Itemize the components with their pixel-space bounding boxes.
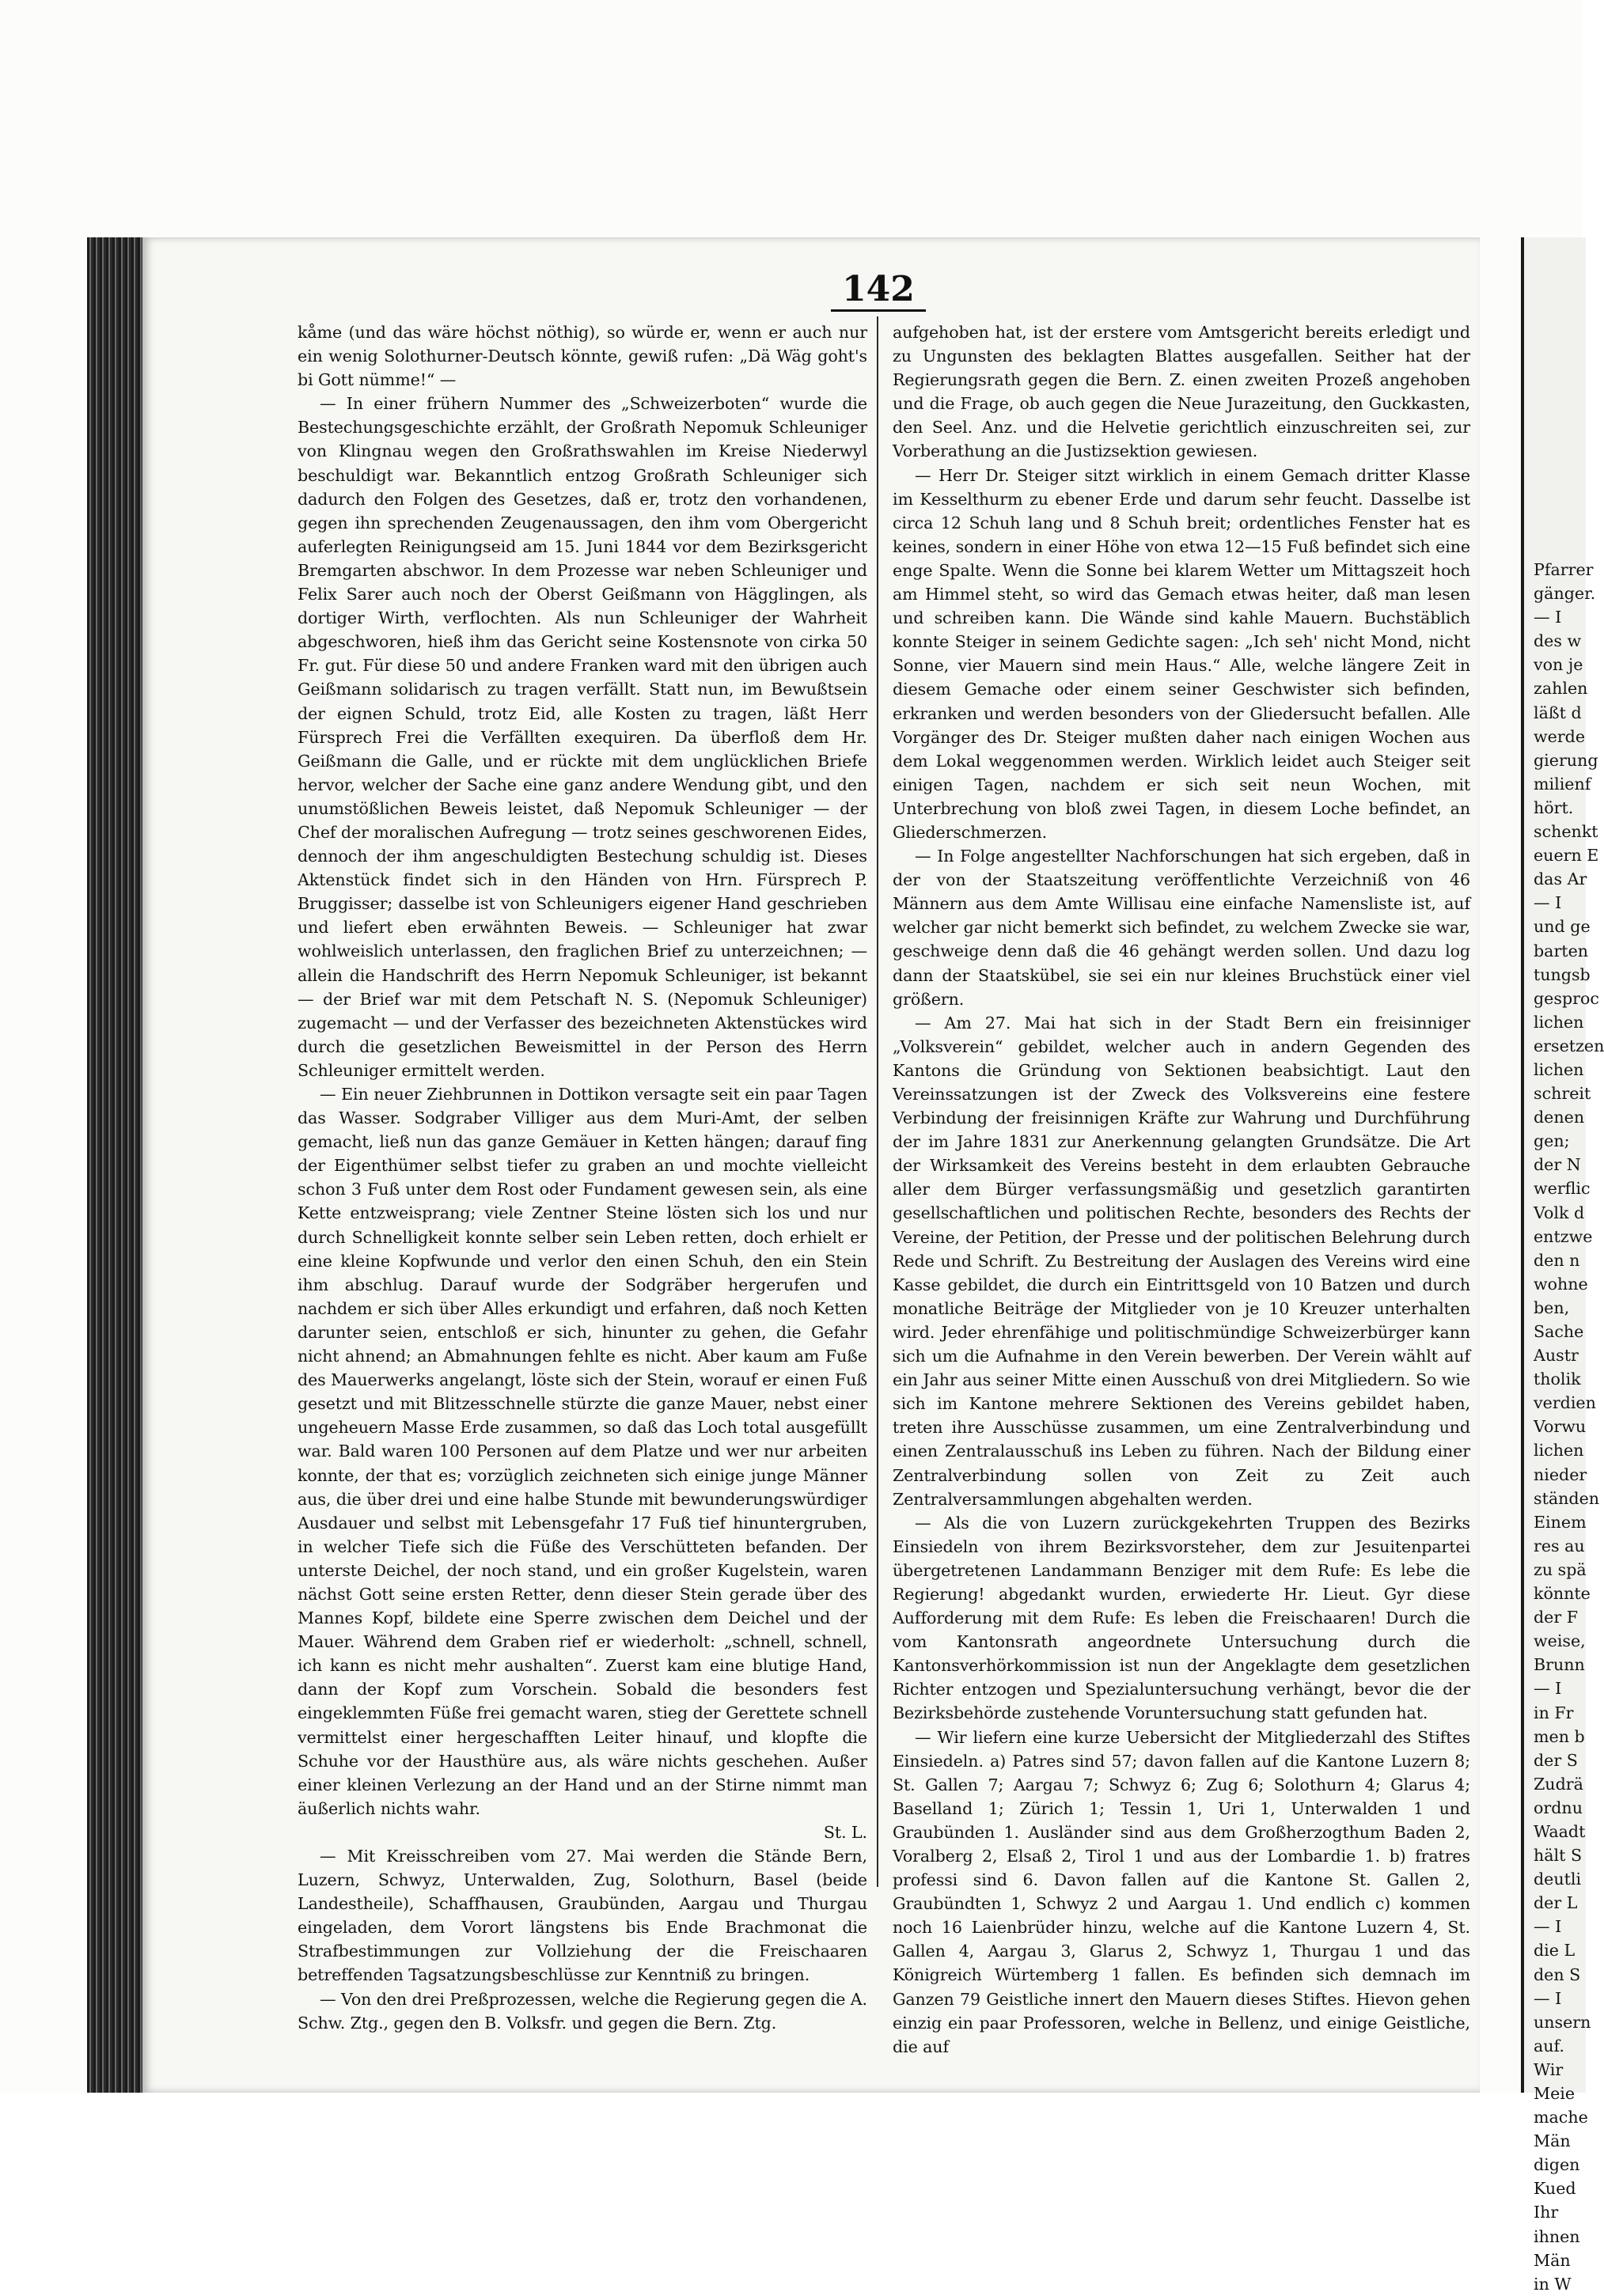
next-page-fragment: men b [1534, 1726, 1585, 1746]
middle-paragraph: — Herr Dr. Steiger sitzt wirklich in einem Gemach dritter Klasse im Kesselthurm zu ebener Erde und darum sehr feucht. Dasselbe ist circa 12 Schuh lang und 8 Schuh breit; ordentliches Fenster hat es keines, sondern in einer Höhe von etwa 12—15 Fuß befindet sich eine enge Spalte. Wenn die Sonne bei klarem Wetter um Mittagszeit hoch am Himmel steht, so wird das Gemach etwas heiter, daß man lesen und schreiben kann. Die Wände sind kahle Mauern. Buchstäblich konnte Steiger in seinem Gedichte sagen: „Ich seh' nicht Mond, nicht Sonne, vier Mauern sind mein Haus.“ Alle, welche längere Zeit in diesem Gemache oder einem seiner Geschwister sich befinden, erkranken und werden besonders von der Gliedersucht befallen. Alle Vorgänger des Dr. Steiger mußten daher nach einigen Wochen aus dem Lokal weggenommen werden. Wirklich leidet auch Steiger seit einigen Tagen, nachdem er sich seit neun Wochen, mit Unterbrechung von bloß zwei Tagen, in diesem Loche befindet, an Gliederschmerzen. [893, 465, 1470, 842]
next-page-fragment: Austr [1534, 1346, 1579, 1366]
next-page-fragment: gen; [1534, 1131, 1570, 1151]
next-page-fragment: ständen [1534, 1488, 1600, 1508]
next-page-fragment: entzwe [1534, 1226, 1593, 1246]
next-page-fragment: Waadt [1534, 1821, 1586, 1841]
next-page-fragment: Ihr [1534, 2203, 1559, 2222]
middle-paragraph: — Am 27. Mai hat sich in der Stadt Bern ein freisinniger „Volksverein“ gebildet, welcher auch in andern Gegenden des Kantons die Gründung von Sektionen beabsichtigt. Laut den Vereinssatzungen ist der Zweck des Volksvereins eine festere Verbindung der freisinnigen Kräfte zur Wahrung und Durchführung der im Jahre 1831 zur Anerkennung gelangten Grundsätze. Die Art der Wirksamkeit des Vereins besteht in dem erlaubten Gebrauche aller dem Bürger verfassungsmäßig und gesetzlich garantirten gesellschaftlichen und politischen Rechte, besonders des Rechts der Vereine, der Petition, der Presse und der politischen Belehrung durch Rede und Schrift. Zu Bestreitung der Auslagen des Vereins wird eine Kasse gebildet, die durch ein Eintrittsgeld von 10 Batzen und durch monatliche Beiträge der Mitglieder von je 10 Kreuzer unterhalten wird. Jeder ehrenfähige und politischmündige Schweizerbürger kann sich um die Aufnahme in den Verein bewerben. Der Verein wählt auf ein Jahr aus seiner Mitte einen Ausschuß von drei Mitgliedern. So wie sich im Kantone mehrere Sektionen des Vereins gebildet haben, treten ihre Ausschüsse zusammen, um eine Zentralverbindung und einen Zentralausschuß ins Leben zu führen. Nach der Bildung einer Zentralverbindung sollen von Zeit zu Zeit auch Zentralversammlungen abgehalten werden. [893, 1013, 1470, 1509]
next-page-fragment: euern E [1534, 846, 1599, 866]
book-edge-left [87, 237, 142, 2093]
next-page-fragment: Wir [1534, 2059, 1564, 2079]
next-page-fragment: der S [1534, 1750, 1578, 1770]
middle-paragraph: — In Folge angestellter Nachforschungen hat sich ergeben, daß in der von der Staatszeitung veröffentlichte Verzeichniß von 46 Männern aus dem Amte Willisau eine einfache Namensliste ist, auf welcher gar nicht bemerkt sich befindet, zu welchem Zwecke sie war, geschweige denn daß die 46 gehängt werden sollen. Und dazu log dann der Staatskübel, sie sei ein nur kleines Bruchstück einer viel größern. [893, 847, 1470, 1009]
next-page-fragment: in W [1534, 2274, 1572, 2294]
next-page-fragment: schreit [1534, 1084, 1591, 1104]
next-page-fragment: digen [1534, 2155, 1580, 2175]
next-page-fragment: auf. [1534, 2036, 1564, 2055]
next-page-fragment: — I [1534, 608, 1562, 627]
next-page-fragment: den S [1534, 1964, 1581, 1984]
next-page-fragment: läßt d [1534, 703, 1582, 722]
next-page-fragment: unsern [1534, 2012, 1591, 2032]
next-page-fragment: tungsb [1534, 964, 1591, 984]
left-paragraph: kåme (und das wäre höchst nöthig), so würde er, wenn er auch nur ein wenig Solothurner-Deutsch könnte, gewiß rufen: „Dä Wäg goht's bi Gott nümme!“ — [298, 323, 867, 390]
next-page-fragment: barten [1534, 941, 1589, 960]
next-page-fragment: der F [1534, 1608, 1579, 1627]
next-page-fragment: ihnen [1534, 2226, 1580, 2246]
next-page-fragment: Sache [1534, 1322, 1584, 1341]
next-page-fragment: weise, [1534, 1631, 1586, 1651]
next-page-fragment: von je [1534, 655, 1583, 675]
next-page-fragment: hält S [1534, 1846, 1583, 1866]
next-page-fragment: — I [1534, 1679, 1562, 1699]
next-page-fragment: gierung [1534, 750, 1598, 770]
next-page-fragment: lichen [1534, 1012, 1584, 1032]
left-paragraph: — Von den drei Preßprozessen, welche die Regierung gegen die A. Schw. Ztg., gegen den B. Volksfr. und gegen die Bern. Ztg. [298, 1989, 867, 2033]
next-page-fragment: das Ar [1534, 870, 1587, 889]
next-page-lines [1524, 558, 1604, 2296]
next-page-fragment: ordnu [1534, 1798, 1583, 1817]
column-divider [877, 316, 878, 1887]
next-page-fragment: werde [1534, 726, 1586, 746]
next-page-fragment: ben, [1534, 1298, 1570, 1317]
next-page-fragment: deutli [1534, 1870, 1582, 1889]
next-page-fragment: Män [1534, 2250, 1571, 2270]
next-page-fragment: — I [1534, 1988, 1562, 2008]
middle-column [893, 320, 1470, 2059]
next-page-fragment: könnte [1534, 1584, 1591, 1604]
left-paragraph: — In einer frühern Nummer des „Schweizerboten“ wurde die Bestechungsgeschichte erzählt, der Großrath Nepomuk Schleuniger von Klingnau wegen den Großrathswahlen im Kreise Niederwyl beschuldigt war. Bekanntlich entzog Großrath Schleuniger sich dadurch den Folgen des Gesetzes, daß er, trotz den vorhandenen, gegen ihn sprechenden Zeugenaussagen, den ihm vom Obergericht auferlegten Reinigungseid am 15. Juni 1844 vor dem Bezirksgericht Bremgarten abschwor. In dem Prozesse war neben Schleuniger und Felix Sarer auch noch der Oberst Geißmann von Hägglingen, als dortiger Wirth, verflochten. Als nun Schleuniger der Wahrheit abgeschworen, hieß ihm das Gericht seine Kostensnote von cirka 50 Fr. gut. Für diese 50 und andere Franken ward mit den übrigen auch Geißmann solidarisch zu tragen verfällt. Statt nun, im Bewußtsein der eignen Schuld, trotz Eid, alle Kosten zu tragen, läßt Herr Fürsprech Frei die Verfällten exequiren. Da überfloß dem Hr. Geißmann die Galle, und er rückte mit dem unglücklichen Briefe hervor, welcher der Sache eine ganz andere Wendung gibt, und den unumstößlichen Beweis leistet, daß Nepomuk Schleuniger — der Chef der moralischen Aufregung — trotz seines geschworenen Eides, dennoch der ihm angeschuldigten Bestechung schuldig ist. Dieses Aktenstück findet sich in den Händen von Hrn. Fürsprech P. Bruggisser; dasselbe ist von Schleunigers eigener Hand geschrieben und liefert eben erwähnten Beweis. — Schleuniger hat zwar wohlweislich unterlassen, den fraglichen Brief zu unterzeichnen; — allein die Handschrift des Herrn Nepomuk Schleuniger, ist bekannt — der Brief war mit dem Petschaft N. S. (Nepomuk Schleuniger) zugemacht — und der Verfasser des bezeichneten Aktenstückes wird durch die gesetzlichen Beweismittel in der Person des Herrn Schleuniger ermittelt werden. [298, 394, 867, 1080]
next-page-fragment: Pfarrer [1534, 560, 1594, 579]
next-page-fragment: die L [1534, 1941, 1576, 1961]
middle-paragraph: — Wir liefern eine kurze Uebersicht der Mitgliederzahl des Stiftes Einsiedeln. a) Patres sind 57; davon fallen auf die Kantone Luzern 8; St. Gallen 7; Aargau 7; Schwyz 6; Zug 6; Solothurn 4; Glarus 4; Baselland 1; Zürich 1; Tessin 1, Uri 1, Unterwalden 1 und Graubünden 1. Ausländer sind aus dem Großherzogthum Baden 2, Voralberg 2, Elsaß 2, Tirol 1 und aus der Lombardie 1. b) fratres professi sind 6. Davon fallen auf die Kantone St. Gallen 2, Graubündten 1, Schwyz 2 und Aargau 1. Und endlich c) kommen noch 16 Laienbrüder hinzu, welche auf die Kantone Luzern 4, St. Gallen 4, Aargau 3, Glarus 2, Schwyz 1, Thurgau 1 und das Königreich Würtemberg 1 fallen. Es befinden sich demnach im Ganzen 79 Geistliche innert den Mauern dieses Stiftes. Hievon gehen einzig ein paar Professoren, welche in Bellenz, und einige Geistliche, die auf [893, 1727, 1470, 2056]
middle-paragraph: aufgehoben hat, ist der erstere vom Amtsgericht bereits erledigt und zu Ungunsten des beklagten Blattes ausgefallen. Seither hat der Regierungsrath gegen die Bern. Z. einen zweiten Prozeß angehoben und die Frage, ob auch gegen die Neue Jurazeitung, den Guckkasten, den Seel. Anz. und die Helvetie gerichtlich einzuschreiten sei, zur Vorberathung an die Justizsektion gewiesen. [893, 323, 1470, 461]
left-paragraph: — Ein neuer Ziehbrunnen in Dottikon versagte seit ein paar Tagen das Wasser. Sodgraber Villiger aus dem Muri-Amt, der selben gemacht, ließ nun das ganze Gemäuer in Ketten hängen; darauf fing der Eigenthümer selbst tiefer zu graben an und mochte vielleicht schon 3 Fuß unter dem Rost oder Fundament gewesen sein, als eine Kette entzweisprang; viele Zentner Steine lösten sich los und nur durch Schnelligkeit konnte selber sein Leben retten, doch erhielt er eine kleine Kopfwunde und verlor den einen Schuh, den ein Stein ihm abschlug. Darauf wurde der Sodgräber hergerufen und nachdem er sich über Alles erkundigt und erfahren, daß noch Ketten darunter seien, entschloß er sich, hinunter zu gehen, die Gefahr nicht ahnend; an Abmahnungen fehlte es nicht. Aber kaum am Fuße des Mauerwerks angelangt, löste sich der Stein, worauf er einen Fuß gesetzt und mit Blitzesschnelle stürzte die ganze Mauer, nebst einer ungeheuern Masse Erde zusammen, so daß das Loch total ausgefüllt war. Bald waren 100 Personen auf dem Platze und wer nur arbeiten konnte, der that es; vorzüglich zeichneten sich einige junge Männer aus, die über drei und eine halbe Stunde mit bewunderungswürdiger Ausdauer und selbst mit Lebensgefahr 17 Fuß tief hinuntergruben, in welcher Tiefe sich die Füße des Verschütteten befanden. Der unterste Deichel, der noch stand, und ein großer Kugelstein, waren nächst Gott seine ersten Retter, denn dieser Stein gerade über des Mannes Kopf, bildete eine Sperre zwischen dem Deichel und der Mauer. Während dem Graben rief er wiederholt: „schnell, schnell, ich kann es nicht mehr aushalten“. Zuerst kam eine blutige Hand, dann der Kopf zum Vorschein. Sobald die besonders fest eingeklemmten Füße frei gemacht waren, stieg der Gerettete schnell vermittelst einer hergeschafften Leiter hinauf, und klopfte die Schuhe vor der Hausthüre aus, als wäre nichts geschehen. Außer einer kleinen Verlezung an der Hand und an der Stirne nimmt man äußerlich nichts wahr. [298, 1085, 867, 1818]
next-page-fragment: gänger. [1534, 584, 1596, 604]
next-page-fragment: den n [1534, 1250, 1580, 1270]
next-page-fragment: und ge [1534, 917, 1591, 937]
signature: St. L. [823, 1822, 867, 1842]
next-page-fragment: — I [1534, 1917, 1562, 1937]
middle-paragraph: — Als die von Luzern zurückgekehrten Truppen des Bezirks Einsiedeln von ihrem Bezirksvorsteher, dem zur Jesuitenpartei übergetretenen Landammann Benziger mit dem Rufe: Es lebe die Regierung! abgedankt wurden, erwiederte Hr. Lieut. Gyr diese Aufforderung mit dem Rufe: Es leben die Freischaaren! Durch die vom Kantonsrath angeordnete Untersuchung durch die Kantonsverhörkommission ist nun der Angeklagte dem gesetzlichen Richter entzogen und Spezialuntersuchung verhängt, bevor die der Bezirksbehörde zustehende Voruntersuchung statt gefunden hat. [893, 1513, 1470, 1723]
next-page-fragment: des w [1534, 631, 1582, 651]
next-page-fragment: gesproc [1534, 988, 1599, 1008]
next-page-fragment: der L [1534, 1893, 1578, 1913]
next-page-fragment: Kued [1534, 2179, 1576, 2199]
next-page-fragment: Einem [1534, 1512, 1587, 1532]
next-page-fragment: mache [1534, 2108, 1588, 2127]
next-page-fragment: nieder [1534, 1464, 1587, 1484]
next-page-fragment: Vorwu [1534, 1417, 1587, 1437]
next-page-fragment: tholik [1534, 1370, 1581, 1389]
next-page-fragment: ersetzen [1534, 1036, 1604, 1055]
next-page-fragment: Brunn [1534, 1655, 1585, 1675]
next-page-fragment: lichen [1534, 1059, 1584, 1079]
left-paragraph: — Mit Kreisschreiben vom 27. Mai werden die Stände Bern, Luzern, Schwyz, Unterwalden, Zug, Solothurn, Basel (beide Landestheile), Schaffhausen, Graubünden, Aargau und Thurgau eingeladen, dem Vorort längstens bis Ende Brachmonat die Strafbestimmungen zur Vollziehung der die Freischaaren betreffenden Tagsatzungsbeschlüsse zur Kenntniß zu bringen. [298, 1847, 867, 1985]
next-page-fragment: milienf [1534, 774, 1591, 794]
next-page-fragment: schenkt [1534, 822, 1598, 842]
page-number: 142 [831, 269, 926, 312]
next-page-fragment: der N [1534, 1155, 1581, 1175]
next-page-fragment: hört. [1534, 798, 1574, 817]
next-page-fragment: denen [1534, 1108, 1585, 1127]
next-page-fragment: zahlen [1534, 679, 1588, 699]
scanner-edge-top [87, 87, 1583, 237]
next-page-fragment: Män [1534, 2131, 1571, 2151]
next-page-fragment: res au [1534, 1536, 1585, 1555]
next-page-fragment: — I [1534, 893, 1562, 913]
next-page-edge [1521, 237, 1604, 2294]
next-page-fragment: Zudrä [1534, 1774, 1583, 1794]
next-page-fragment: wohne [1534, 1274, 1588, 1294]
next-page-fragment: Volk d [1534, 1203, 1585, 1222]
next-page-fragment: lichen [1534, 1441, 1584, 1461]
next-page-fragment: zu spä [1534, 1559, 1587, 1579]
left-column [298, 320, 867, 2035]
next-page-fragment: werflic [1534, 1179, 1591, 1199]
next-page-fragment: verdien [1534, 1393, 1596, 1413]
next-page-fragment: in Fr [1534, 1703, 1574, 1722]
next-page-fragment: Meie [1534, 2084, 1576, 2103]
